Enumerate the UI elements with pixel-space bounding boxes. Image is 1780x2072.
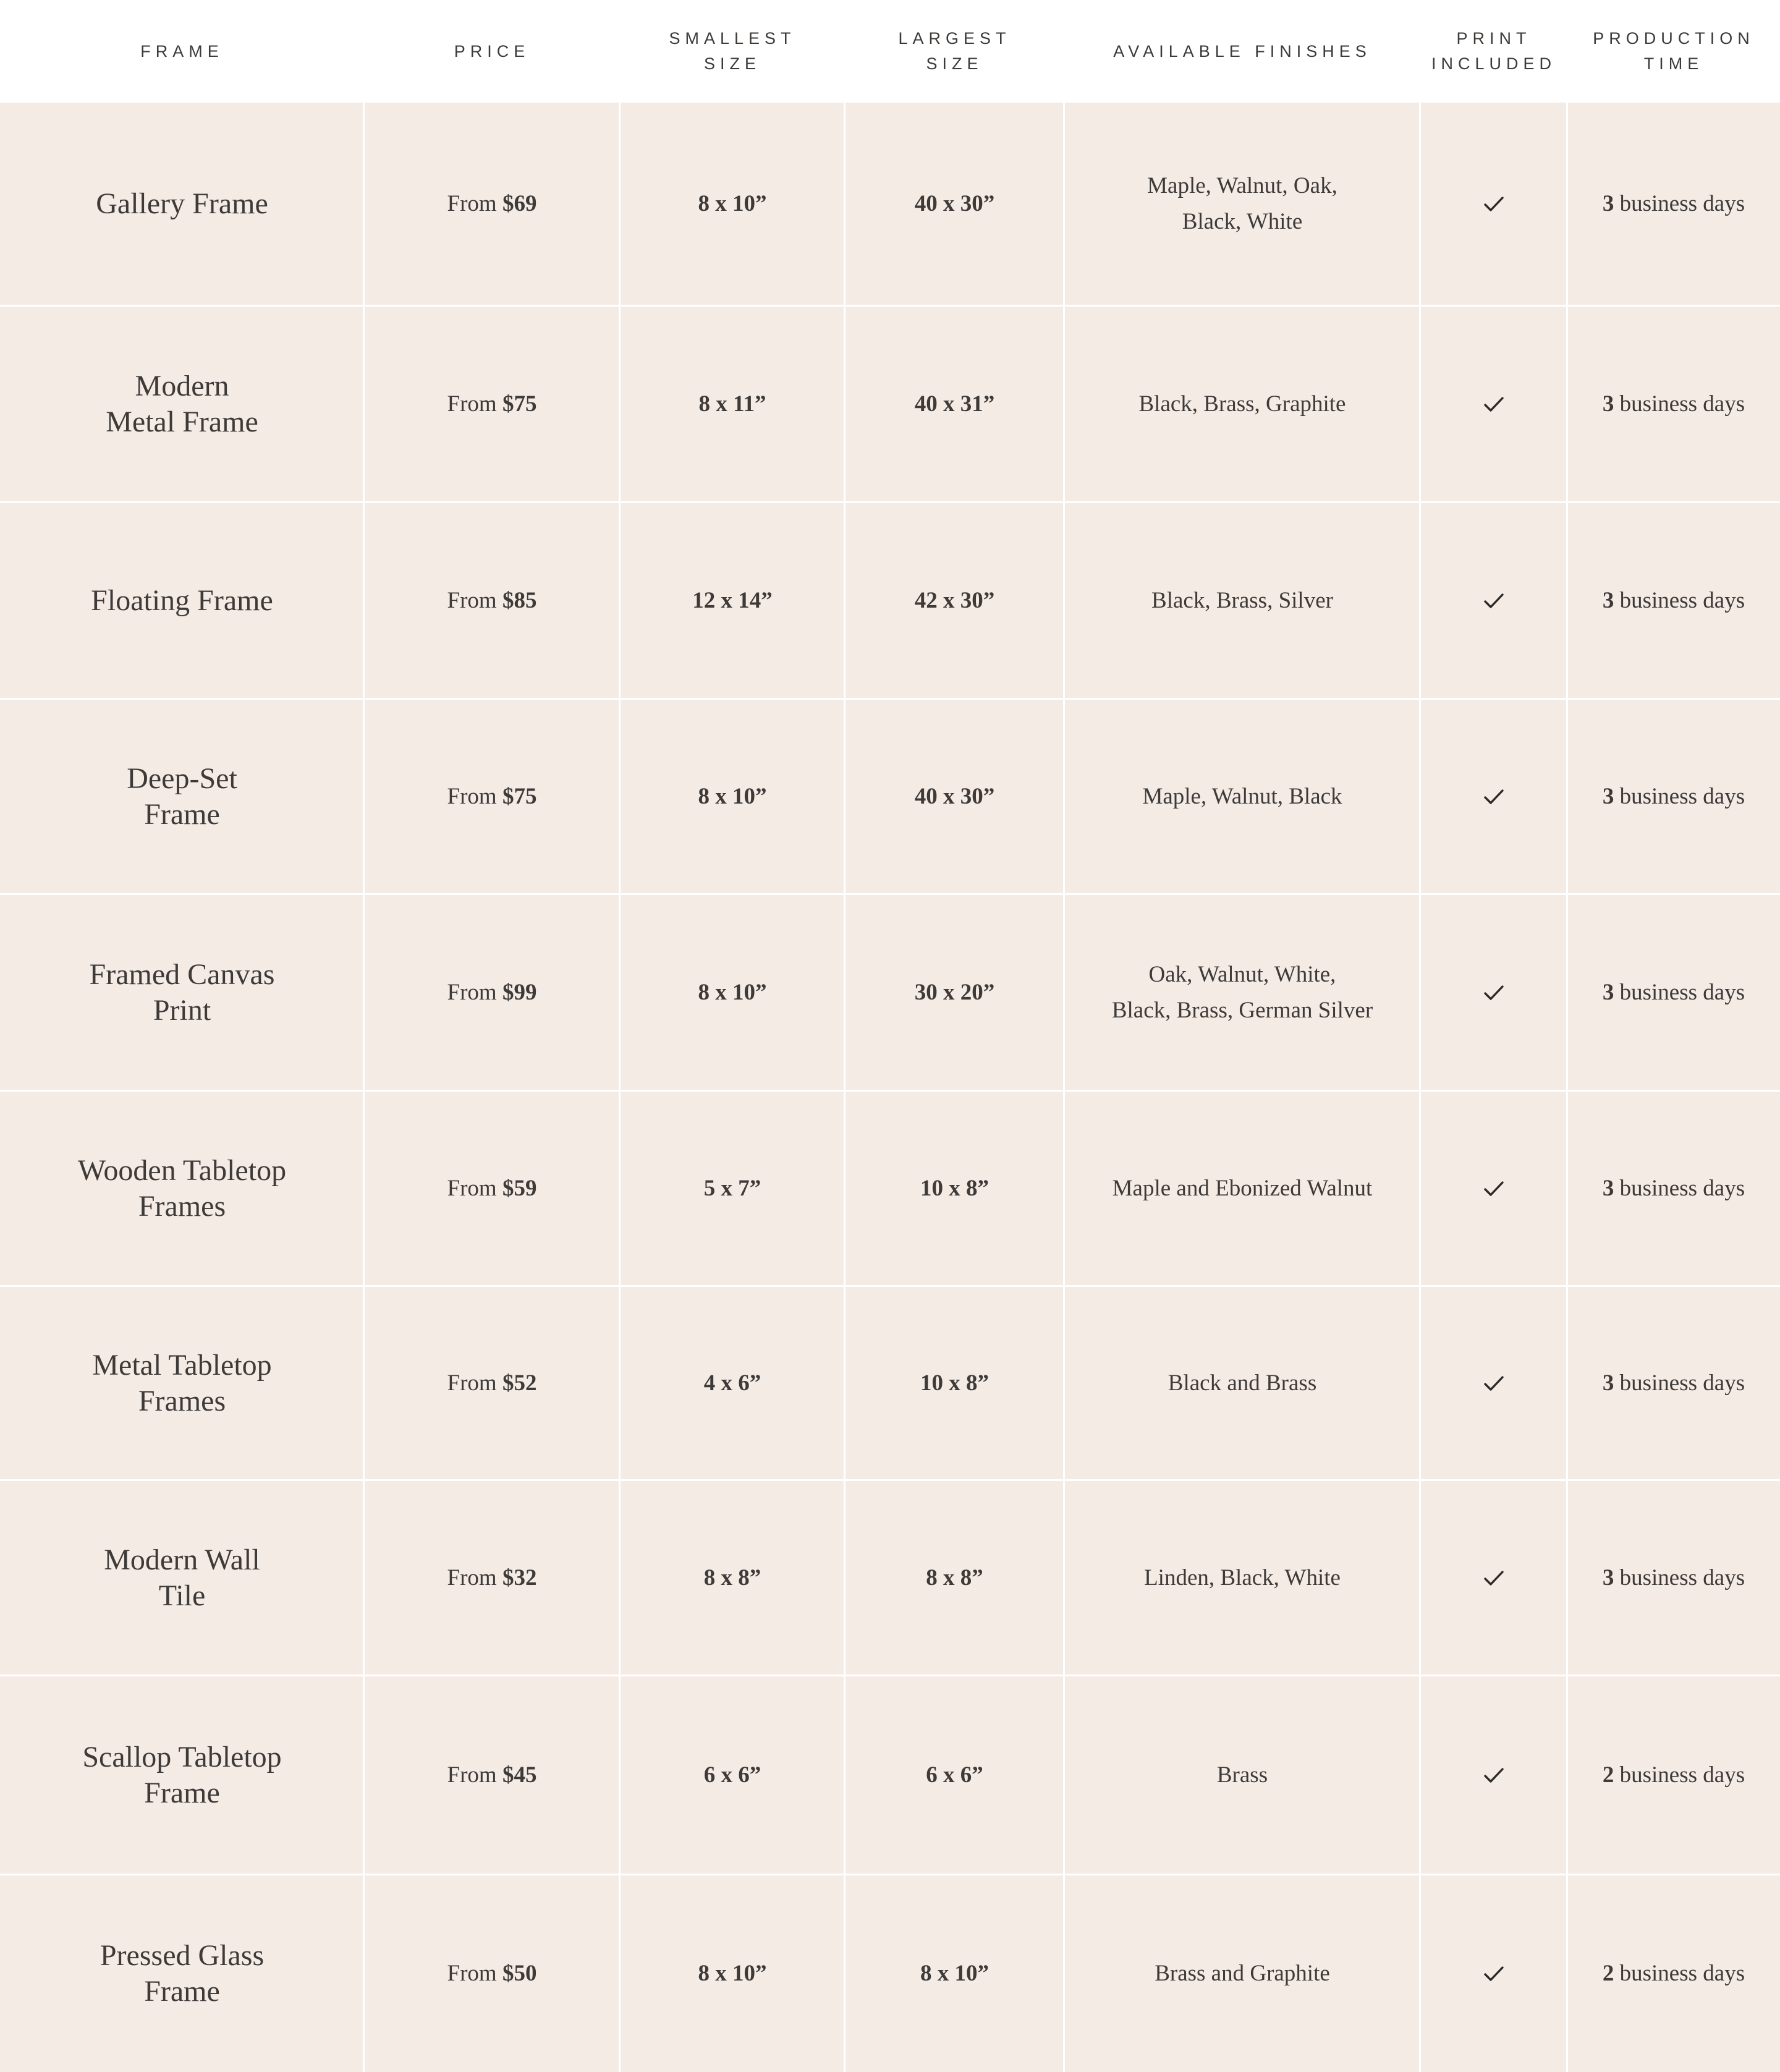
production-time-cell (1567, 1875, 1780, 2072)
production-days: 2 (1602, 1961, 1614, 1986)
production-time-cell (1567, 1092, 1780, 1285)
table-row (0, 1875, 1780, 2072)
price-prefix: From (447, 1961, 502, 1986)
frame-name-text: Scallop Tabletop Frame (82, 1740, 282, 1809)
smallest-size-cell (620, 1875, 845, 2072)
smallest-size-cell (620, 1287, 845, 1479)
frame-name-text: Wooden Tabletop Frames (77, 1153, 287, 1223)
production-time-cell (1567, 503, 1780, 698)
print-included-cell (1420, 895, 1567, 1090)
frame-name-text: Framed Canvas Print (89, 957, 275, 1027)
production-time-cell (1567, 103, 1780, 305)
price-amount: $99 (502, 979, 537, 1005)
smallest-size: 5 x 7” (703, 1175, 761, 1201)
available-finishes: Black and Brass (1168, 1370, 1317, 1396)
price-prefix: From (447, 190, 502, 216)
production-time (1603, 1365, 1745, 1401)
table-row (0, 1481, 1780, 1675)
checkmark-icon (1483, 984, 1504, 1001)
row-divider (0, 1285, 1780, 1287)
production-days: 3 (1602, 1565, 1614, 1590)
row-divider (0, 893, 1780, 895)
production-days: 3 (1602, 587, 1614, 613)
row-divider (0, 1479, 1780, 1481)
available-finishes: Linden, Black, White (1144, 1565, 1341, 1590)
table-row (0, 307, 1780, 501)
finishes-cell (1064, 307, 1420, 501)
table-row (0, 700, 1780, 893)
price-prefix: From (447, 391, 502, 417)
production-days-suffix: business days (1614, 391, 1745, 417)
production-days: 3 (1602, 1370, 1614, 1396)
production-days: 3 (1602, 979, 1614, 1005)
price-amount: $85 (502, 587, 537, 613)
price-value (447, 975, 537, 1011)
print-included-cell (1420, 1676, 1567, 1874)
print-included-cell (1420, 1287, 1567, 1479)
production-time (1603, 1171, 1745, 1207)
print-included-cell (1420, 503, 1567, 698)
price-value (447, 583, 537, 619)
finishes-cell (1064, 503, 1420, 698)
column-divider (1566, 103, 1568, 2072)
largest-size-cell (845, 700, 1064, 893)
row-divider (0, 1090, 1780, 1092)
header-print-included: PRINT INCLUDED (1431, 29, 1557, 73)
frame-name (0, 1092, 364, 1285)
largest-size-cell (845, 503, 1064, 698)
print-included-cell (1420, 700, 1567, 893)
checkmark-icon (1483, 788, 1504, 805)
finishes-cell (1064, 1875, 1420, 2072)
frame-name (0, 895, 364, 1090)
price-value (447, 1365, 537, 1401)
price-amount: $69 (502, 190, 537, 216)
price-prefix: From (447, 1370, 502, 1396)
largest-size: 8 x 8” (926, 1565, 983, 1590)
available-finishes: Brass and Graphite (1155, 1961, 1330, 1986)
production-time (1603, 1757, 1745, 1793)
smallest-size-cell (620, 307, 845, 501)
available-finishes: Brass (1216, 1762, 1268, 1788)
production-time-cell (1567, 895, 1780, 1090)
production-days: 3 (1602, 1175, 1614, 1201)
price-amount: $75 (502, 391, 537, 417)
price-amount: $75 (502, 783, 537, 809)
checkmark-icon (1483, 195, 1504, 213)
price-cell (364, 503, 620, 698)
checkmark-icon (1483, 1375, 1504, 1392)
row-divider (0, 501, 1780, 503)
row-divider (0, 698, 1780, 700)
production-time (1603, 583, 1745, 619)
table-row (0, 895, 1780, 1090)
column-divider (1063, 103, 1065, 2072)
production-time (1603, 975, 1745, 1011)
smallest-size: 8 x 11” (698, 391, 766, 417)
largest-size: 40 x 30” (914, 783, 995, 809)
header-smallest-size: SMALLEST SIZE (669, 29, 796, 73)
print-included-cell (1420, 307, 1567, 501)
production-days-suffix: business days (1614, 587, 1745, 613)
price-value (447, 1956, 537, 1992)
finishes-cell (1064, 1092, 1420, 1285)
checkmark-icon (1483, 1569, 1504, 1587)
production-days: 3 (1602, 391, 1614, 417)
row-divider (0, 1874, 1780, 1875)
row-divider (0, 1675, 1780, 1676)
price-cell (364, 1287, 620, 1479)
smallest-size: 8 x 8” (703, 1565, 761, 1590)
price-cell (364, 895, 620, 1090)
production-days-suffix: business days (1614, 190, 1745, 216)
smallest-size: 6 x 6” (703, 1762, 761, 1788)
print-included-cell (1420, 1092, 1567, 1285)
column-divider (363, 103, 365, 2072)
available-finishes: Oak, Walnut, White, Black, Brass, German Silver (1111, 961, 1373, 1023)
frame-name-text: Pressed Glass Frame (100, 1939, 265, 2008)
table-header (0, 0, 1780, 103)
available-finishes: Black, Brass, Graphite (1138, 391, 1346, 417)
price-value (447, 1560, 537, 1596)
production-days: 3 (1602, 783, 1614, 809)
smallest-size: 4 x 6” (703, 1370, 761, 1396)
frame-name-text: Floating Frame (91, 584, 273, 617)
frame-name (0, 503, 364, 698)
largest-size: 10 x 8” (920, 1175, 989, 1201)
price-value (447, 1171, 537, 1207)
finishes-cell (1064, 103, 1420, 305)
table-row (0, 103, 1780, 305)
production-time (1603, 186, 1745, 222)
header-largest-size: LARGEST SIZE (898, 29, 1011, 73)
largest-size: 8 x 10” (920, 1961, 989, 1986)
production-days: 2 (1602, 1762, 1614, 1788)
available-finishes: Black, Brass, Silver (1151, 587, 1333, 613)
largest-size: 40 x 30” (914, 190, 995, 216)
price-amount: $59 (502, 1175, 537, 1201)
smallest-size: 12 x 14” (692, 587, 773, 613)
production-days-suffix: business days (1614, 1175, 1745, 1201)
smallest-size-cell (620, 1092, 845, 1285)
smallest-size: 8 x 10” (698, 190, 767, 216)
price-cell (364, 1875, 620, 2072)
frame-name-text: Metal Tabletop Frames (92, 1348, 272, 1417)
price-prefix: From (447, 1762, 502, 1788)
production-time-cell (1567, 1481, 1780, 1675)
price-value (447, 186, 537, 222)
frame-name (0, 1481, 364, 1675)
finishes-cell (1064, 895, 1420, 1090)
production-days-suffix: business days (1614, 783, 1745, 809)
smallest-size-cell (620, 503, 845, 698)
largest-size: 10 x 8” (920, 1370, 989, 1396)
smallest-size-cell (620, 103, 845, 305)
price-prefix: From (447, 1175, 502, 1201)
largest-size-cell (845, 1875, 1064, 2072)
table-row (0, 1092, 1780, 1285)
production-time (1603, 779, 1745, 815)
available-finishes: Maple, Walnut, Black (1142, 783, 1342, 809)
checkmark-icon (1483, 1767, 1504, 1784)
price-prefix: From (447, 587, 502, 613)
price-value (447, 1757, 537, 1793)
frame-name (0, 1676, 364, 1874)
header-production-time: PRODUCTION TIME (1593, 29, 1755, 73)
checkmark-icon (1483, 592, 1504, 609)
available-finishes: Maple, Walnut, Oak, Black, White (1147, 172, 1337, 234)
production-time-cell (1567, 307, 1780, 501)
checkmark-icon (1483, 1965, 1504, 1982)
table-row (0, 503, 1780, 698)
price-value (447, 386, 537, 422)
smallest-size: 8 x 10” (698, 783, 767, 809)
checkmark-icon (1483, 396, 1504, 413)
price-cell (364, 1481, 620, 1675)
finishes-cell (1064, 1287, 1420, 1479)
table-row (0, 1287, 1780, 1479)
largest-size-cell (845, 1481, 1064, 1675)
price-amount: $45 (502, 1762, 537, 1788)
production-days-suffix: business days (1614, 979, 1745, 1005)
table-row (0, 1676, 1780, 1874)
print-included-cell (1420, 1875, 1567, 2072)
finishes-cell (1064, 1676, 1420, 1874)
production-time-cell (1567, 1676, 1780, 1874)
column-divider (619, 103, 621, 2072)
price-cell (364, 1092, 620, 1285)
production-time (1603, 1956, 1745, 1992)
finishes-cell (1064, 1481, 1420, 1675)
largest-size-cell (845, 1676, 1064, 1874)
print-included-cell (1420, 1481, 1567, 1675)
largest-size: 30 x 20” (914, 979, 995, 1005)
largest-size-cell (845, 1092, 1064, 1285)
frame-name-text: Modern Metal Frame (106, 369, 258, 438)
largest-size: 6 x 6” (926, 1762, 983, 1788)
price-cell (364, 700, 620, 893)
frame-name-text: Modern Wall Tile (104, 1543, 260, 1612)
smallest-size-cell (620, 700, 845, 893)
price-cell (364, 307, 620, 501)
frame-name (0, 103, 364, 305)
price-prefix: From (447, 979, 502, 1005)
price-cell (364, 1676, 620, 1874)
frame-name (0, 700, 364, 893)
frame-name (0, 1875, 364, 2072)
table-body (0, 103, 1780, 2072)
production-time (1603, 386, 1745, 422)
frame-name-text: Gallery Frame (96, 187, 268, 220)
print-included-cell (1420, 103, 1567, 305)
price-amount: $52 (502, 1370, 537, 1396)
smallest-size-cell (620, 1676, 845, 1874)
header-available-finishes: AVAILABLE FINISHES (1113, 41, 1371, 61)
largest-size: 40 x 31” (914, 391, 995, 417)
row-divider (0, 305, 1780, 307)
header-frame: FRAME (140, 41, 224, 61)
price-amount: $32 (502, 1565, 537, 1590)
price-value (447, 779, 537, 815)
largest-size-cell (845, 307, 1064, 501)
production-days-suffix: business days (1614, 1565, 1745, 1590)
checkmark-icon (1483, 1180, 1504, 1197)
price-amount: $50 (502, 1961, 537, 1986)
price-cell (364, 103, 620, 305)
price-prefix: From (447, 783, 502, 809)
smallest-size: 8 x 10” (698, 979, 767, 1005)
production-time (1603, 1560, 1745, 1596)
largest-size-cell (845, 1287, 1064, 1479)
header-price: PRICE (454, 41, 530, 61)
finishes-cell (1064, 700, 1420, 893)
largest-size: 42 x 30” (914, 587, 995, 613)
production-time-cell (1567, 1287, 1780, 1479)
frame-name (0, 1287, 364, 1479)
column-divider (844, 103, 846, 2072)
smallest-size-cell (620, 895, 845, 1090)
largest-size-cell (845, 895, 1064, 1090)
largest-size-cell (845, 103, 1064, 305)
smallest-size: 8 x 10” (698, 1961, 767, 1986)
available-finishes: Maple and Ebonized Walnut (1112, 1175, 1373, 1201)
frame-name-text: Deep-Set Frame (127, 762, 237, 831)
production-time-cell (1567, 700, 1780, 893)
column-divider (1419, 103, 1421, 2072)
frame-name (0, 307, 364, 501)
production-days-suffix: business days (1614, 1370, 1745, 1396)
smallest-size-cell (620, 1481, 845, 1675)
production-days: 3 (1602, 190, 1614, 216)
production-days-suffix: business days (1614, 1762, 1745, 1788)
price-prefix: From (447, 1565, 502, 1590)
production-days-suffix: business days (1614, 1961, 1745, 1986)
